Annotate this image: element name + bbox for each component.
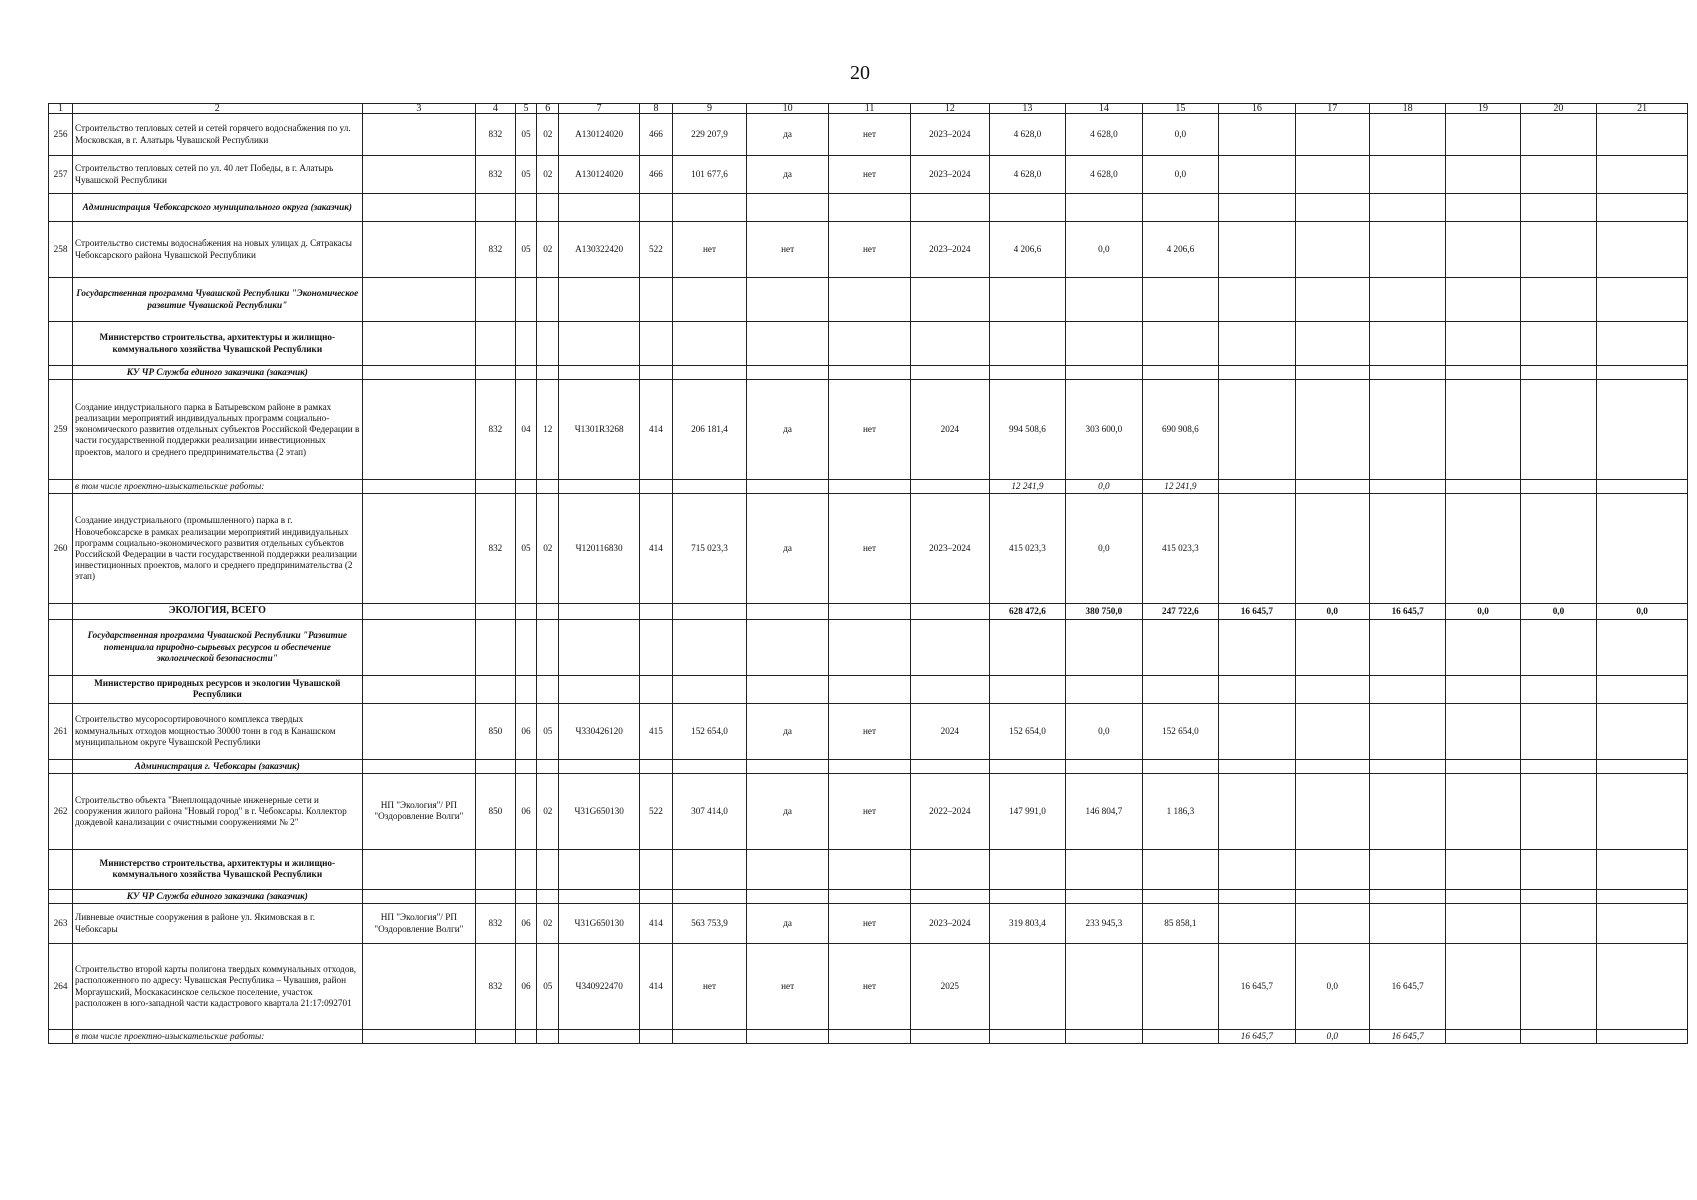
period-cell: 2023–2024 bbox=[911, 114, 990, 156]
project-cell bbox=[362, 222, 476, 278]
col15-cell: 690 908,6 bbox=[1142, 380, 1218, 480]
object-name: Ливневые очистные сооружения в районе ул. Якимовская в г. Чебоксары bbox=[73, 904, 363, 944]
object-name: Создание индустриального парка в Батыревском районе в рамках реализации мероприятий индивидуальных программ социально-экономического развития отдельных субъектов Российской Федерации в части государственной поддержки реализации инвестиционных проектов, малого и среднего предпринимательства (2 этап) bbox=[73, 380, 363, 480]
object-name: Строительство второй карты полигона твердых коммунальных отходов, расположенного по адресу: Чувашская Республика – Чувашия, район Моргаушский, Москакасинское сельское поселение, участок расположен в юго-западной части кадастрового квартала 21:17:092701 bbox=[73, 944, 363, 1030]
section-row bbox=[49, 278, 1688, 322]
col19-cell: 0,0 bbox=[1446, 604, 1520, 619]
col17-cell: 0,0 bbox=[1295, 604, 1369, 619]
design-works-label: в том числе проектно-изыскательские работы: bbox=[73, 1030, 363, 1044]
section-row bbox=[49, 619, 1688, 675]
col15-cell: 0,0 bbox=[1142, 156, 1218, 194]
column-number-row bbox=[49, 104, 1688, 114]
object-name: Строительство системы водоснабжения на новых улицах д. Сятракасы Чебоксарского района Чувашской Республики bbox=[73, 222, 363, 278]
object-name: Создание индустриального (промышленного) парка в г. Новочебоксарске в рамках реализации мероприятий индивидуальных программ социально-экономического развития отдельных субъектов Российской Федерации в части государственной поддержки реализации инвестиционных проектов, малого и среднего предпринимательства (2 этап) bbox=[73, 494, 363, 604]
col14-cell: 0,0 bbox=[1066, 222, 1142, 278]
col15-cell: 152 654,0 bbox=[1142, 703, 1218, 759]
section-row bbox=[49, 194, 1688, 222]
col13-cell: 4 206,6 bbox=[989, 222, 1065, 278]
csr-cell: Ч120116830 bbox=[559, 494, 640, 604]
col13-cell: 628 472,6 bbox=[989, 604, 1065, 619]
row-number: 264 bbox=[49, 944, 73, 1030]
col-header: 14 bbox=[1066, 104, 1142, 114]
csr-cell: Ч1301R3268 bbox=[559, 380, 640, 480]
rz-cell: 04 bbox=[515, 380, 537, 480]
grbs-cell: 850 bbox=[476, 703, 515, 759]
col13-cell: 147 991,0 bbox=[989, 773, 1065, 849]
section-row bbox=[49, 366, 1688, 380]
section-row bbox=[49, 322, 1688, 366]
table-row bbox=[49, 380, 1688, 480]
col18-cell: 16 645,7 bbox=[1369, 604, 1445, 619]
period-cell: 2025 bbox=[911, 944, 990, 1030]
customer-heading: КУ ЧР Служба единого заказчика (заказчик) bbox=[73, 366, 363, 380]
col16-cell: 16 645,7 bbox=[1219, 1030, 1295, 1044]
table-row bbox=[49, 494, 1688, 604]
period-cell: 2022–2024 bbox=[911, 773, 990, 849]
csr-cell: Ч330426120 bbox=[559, 703, 640, 759]
col15-cell: 247 722,6 bbox=[1142, 604, 1218, 619]
col11-cell: нет bbox=[829, 904, 911, 944]
col13-cell: 415 023,3 bbox=[989, 494, 1065, 604]
col10-cell: да bbox=[747, 380, 829, 480]
col11-cell: нет bbox=[829, 944, 911, 1030]
investment-objects-table bbox=[48, 103, 1688, 1044]
program-heading: Государственная программа Чувашской Республики "Экономическое развитие Чувашской Республики" bbox=[73, 278, 363, 322]
section-row bbox=[49, 759, 1688, 773]
program-heading: Государственная программа Чувашской Республики "Развитие потенциала природно-сырьевых ресурсов и обеспечение экологической безопасности" bbox=[73, 619, 363, 675]
customer-heading: Администрация г. Чебоксары (заказчик) bbox=[73, 759, 363, 773]
col10-cell: нет bbox=[747, 222, 829, 278]
col17-cell: 0,0 bbox=[1295, 944, 1369, 1030]
vr-cell: 414 bbox=[640, 944, 673, 1030]
pr-cell: 02 bbox=[537, 494, 559, 604]
period-cell: 2023–2024 bbox=[911, 222, 990, 278]
csr-cell: А130124020 bbox=[559, 114, 640, 156]
col14-cell: 4 628,0 bbox=[1066, 114, 1142, 156]
table-row bbox=[49, 156, 1688, 194]
period-cell: 2023–2024 bbox=[911, 494, 990, 604]
col-header: 17 bbox=[1295, 104, 1369, 114]
object-name: Строительство объекта "Внеплощадочные инженерные сети и сооружения жилого района "Новый город" в г. Чебоксары. Коллектор дождевой канализации с очистными сооружениями № 2" bbox=[73, 773, 363, 849]
col16-cell: 16 645,7 bbox=[1219, 944, 1295, 1030]
row-number: 257 bbox=[49, 156, 73, 194]
customer-heading: КУ ЧР Служба единого заказчика (заказчик) bbox=[73, 889, 363, 903]
col15-cell: 1 186,3 bbox=[1142, 773, 1218, 849]
col-header: 1 bbox=[49, 104, 73, 114]
customer-heading: Администрация Чебоксарского муниципального округа (заказчик) bbox=[73, 194, 363, 222]
ecology-total-label: ЭКОЛОГИЯ, ВСЕГО bbox=[73, 604, 363, 619]
col14-cell: 0,0 bbox=[1066, 480, 1142, 494]
subtotal-row bbox=[49, 480, 1688, 494]
col14-cell: 380 750,0 bbox=[1066, 604, 1142, 619]
col14-cell: 0,0 bbox=[1066, 703, 1142, 759]
vr-cell: 466 bbox=[640, 114, 673, 156]
project-cell bbox=[362, 380, 476, 480]
cost-cell: 715 023,3 bbox=[672, 494, 746, 604]
col11-cell: нет bbox=[829, 494, 911, 604]
object-name: Строительство тепловых сетей и сетей горячего водоснабжения по ул. Московская, в г. Алатырь Чувашской Республики bbox=[73, 114, 363, 156]
cost-cell: 152 654,0 bbox=[672, 703, 746, 759]
csr-cell: Ч31G650130 bbox=[559, 773, 640, 849]
grbs-cell: 832 bbox=[476, 904, 515, 944]
rz-cell: 06 bbox=[515, 904, 537, 944]
col14-cell: 0,0 bbox=[1066, 494, 1142, 604]
cost-cell: 229 207,9 bbox=[672, 114, 746, 156]
table-row bbox=[49, 904, 1688, 944]
project-cell bbox=[362, 494, 476, 604]
design-works-label: в том числе проектно-изыскательские работы: bbox=[73, 480, 363, 494]
col11-cell: нет bbox=[829, 114, 911, 156]
row-number: 260 bbox=[49, 494, 73, 604]
col-header: 16 bbox=[1219, 104, 1295, 114]
col14-cell: 146 804,7 bbox=[1066, 773, 1142, 849]
col10-cell: да bbox=[747, 156, 829, 194]
col13-cell: 152 654,0 bbox=[989, 703, 1065, 759]
col-header: 20 bbox=[1520, 104, 1596, 114]
col16-cell: 16 645,7 bbox=[1219, 604, 1295, 619]
row-number: 258 bbox=[49, 222, 73, 278]
ministry-heading: Министерство строительства, архитектуры и жилищно-коммунального хозяйства Чувашской Республики bbox=[73, 322, 363, 366]
col14-cell: 303 600,0 bbox=[1066, 380, 1142, 480]
pr-cell: 02 bbox=[537, 773, 559, 849]
vr-cell: 522 bbox=[640, 773, 673, 849]
grbs-cell: 850 bbox=[476, 773, 515, 849]
col11-cell: нет bbox=[829, 380, 911, 480]
section-row bbox=[49, 889, 1688, 903]
col17-cell: 0,0 bbox=[1295, 1030, 1369, 1044]
ministry-heading: Министерство строительства, архитектуры и жилищно-коммунального хозяйства Чувашской Республики bbox=[73, 849, 363, 889]
period-cell: 2024 bbox=[911, 380, 990, 480]
grbs-cell: 832 bbox=[476, 156, 515, 194]
csr-cell: А130124020 bbox=[559, 156, 640, 194]
col-header: 21 bbox=[1597, 104, 1688, 114]
col-header: 15 bbox=[1142, 104, 1218, 114]
vr-cell: 414 bbox=[640, 380, 673, 480]
object-name: Строительство мусоросортировочного комплекса твердых коммунальных отходов мощностью 30000 тонн в год в Канашском муниципальном округе Чувашской Республики bbox=[73, 703, 363, 759]
grbs-cell: 832 bbox=[476, 494, 515, 604]
col-header: 7 bbox=[559, 104, 640, 114]
rz-cell: 05 bbox=[515, 114, 537, 156]
col14-cell: 4 628,0 bbox=[1066, 156, 1142, 194]
cost-cell: 563 753,9 bbox=[672, 904, 746, 944]
pr-cell: 02 bbox=[537, 904, 559, 944]
row-number: 259 bbox=[49, 380, 73, 480]
col13-cell: 994 508,6 bbox=[989, 380, 1065, 480]
ministry-heading: Министерство природных ресурсов и экологии Чувашской Республики bbox=[73, 675, 363, 703]
col10-cell: да bbox=[747, 703, 829, 759]
row-number: 256 bbox=[49, 114, 73, 156]
project-cell bbox=[362, 156, 476, 194]
pr-cell: 05 bbox=[537, 944, 559, 1030]
row-number: 261 bbox=[49, 703, 73, 759]
col15-cell: 0,0 bbox=[1142, 114, 1218, 156]
col14-cell: 233 945,3 bbox=[1066, 904, 1142, 944]
pr-cell: 02 bbox=[537, 222, 559, 278]
vr-cell: 522 bbox=[640, 222, 673, 278]
col13-cell: 4 628,0 bbox=[989, 156, 1065, 194]
col-header: 19 bbox=[1446, 104, 1520, 114]
cost-cell: нет bbox=[672, 222, 746, 278]
vr-cell: 415 bbox=[640, 703, 673, 759]
col-header: 2 bbox=[73, 104, 363, 114]
pr-cell: 12 bbox=[537, 380, 559, 480]
period-cell: 2024 bbox=[911, 703, 990, 759]
project-cell bbox=[362, 703, 476, 759]
col10-cell: да bbox=[747, 904, 829, 944]
cost-cell: 206 181,4 bbox=[672, 380, 746, 480]
project-cell: НП "Экология"/ РП "Оздоровление Волги" bbox=[362, 773, 476, 849]
period-cell: 2023–2024 bbox=[911, 156, 990, 194]
rz-cell: 06 bbox=[515, 944, 537, 1030]
project-cell bbox=[362, 114, 476, 156]
col11-cell: нет bbox=[829, 222, 911, 278]
object-name: Строительство тепловых сетей по ул. 40 лет Победы, в г. Алатырь Чувашской Республики bbox=[73, 156, 363, 194]
rz-cell: 05 bbox=[515, 494, 537, 604]
table-row bbox=[49, 114, 1688, 156]
cost-cell: 101 677,6 bbox=[672, 156, 746, 194]
page-number: 20 bbox=[850, 62, 870, 84]
section-row bbox=[49, 849, 1688, 889]
col10-cell: да bbox=[747, 494, 829, 604]
col11-cell: нет bbox=[829, 703, 911, 759]
project-cell bbox=[362, 944, 476, 1030]
period-cell: 2023–2024 bbox=[911, 904, 990, 944]
pr-cell: 02 bbox=[537, 114, 559, 156]
col10-cell: да bbox=[747, 773, 829, 849]
col18-cell: 16 645,7 bbox=[1369, 1030, 1445, 1044]
row-number: 262 bbox=[49, 773, 73, 849]
project-cell: НП "Экология"/ РП "Оздоровление Волги" bbox=[362, 904, 476, 944]
csr-cell: Ч340922470 bbox=[559, 944, 640, 1030]
col-header: 13 bbox=[989, 104, 1065, 114]
rz-cell: 05 bbox=[515, 156, 537, 194]
vr-cell: 414 bbox=[640, 494, 673, 604]
col-header: 6 bbox=[537, 104, 559, 114]
col20-cell: 0,0 bbox=[1520, 604, 1596, 619]
col-header: 9 bbox=[672, 104, 746, 114]
cost-cell: нет bbox=[672, 944, 746, 1030]
rz-cell: 06 bbox=[515, 773, 537, 849]
col15-cell: 415 023,3 bbox=[1142, 494, 1218, 604]
row-number: 263 bbox=[49, 904, 73, 944]
grbs-cell: 832 bbox=[476, 380, 515, 480]
col-header: 18 bbox=[1369, 104, 1445, 114]
rz-cell: 05 bbox=[515, 222, 537, 278]
col15-cell: 12 241,9 bbox=[1142, 480, 1218, 494]
total-row bbox=[49, 604, 1688, 619]
grbs-cell: 832 bbox=[476, 114, 515, 156]
col13-cell: 319 803,4 bbox=[989, 904, 1065, 944]
col21-cell: 0,0 bbox=[1597, 604, 1688, 619]
rz-cell: 06 bbox=[515, 703, 537, 759]
col-header: 11 bbox=[829, 104, 911, 114]
grbs-cell: 832 bbox=[476, 944, 515, 1030]
col15-cell: 85 858,1 bbox=[1142, 904, 1218, 944]
col-header: 3 bbox=[362, 104, 476, 114]
section-row bbox=[49, 675, 1688, 703]
table-row bbox=[49, 703, 1688, 759]
pr-cell: 02 bbox=[537, 156, 559, 194]
table-row bbox=[49, 773, 1688, 849]
pr-cell: 05 bbox=[537, 703, 559, 759]
col-header: 10 bbox=[747, 104, 829, 114]
col18-cell: 16 645,7 bbox=[1369, 944, 1445, 1030]
table-row bbox=[49, 222, 1688, 278]
grbs-cell: 832 bbox=[476, 222, 515, 278]
cost-cell: 307 414,0 bbox=[672, 773, 746, 849]
col15-cell: 4 206,6 bbox=[1142, 222, 1218, 278]
col13-cell: 4 628,0 bbox=[989, 114, 1065, 156]
csr-cell: А130322420 bbox=[559, 222, 640, 278]
subtotal-row bbox=[49, 1030, 1688, 1044]
csr-cell: Ч31G650130 bbox=[559, 904, 640, 944]
col10-cell: нет bbox=[747, 944, 829, 1030]
col11-cell: нет bbox=[829, 773, 911, 849]
col-header: 4 bbox=[476, 104, 515, 114]
col-header: 12 bbox=[911, 104, 990, 114]
col-header: 5 bbox=[515, 104, 537, 114]
vr-cell: 466 bbox=[640, 156, 673, 194]
col10-cell: да bbox=[747, 114, 829, 156]
col13-cell: 12 241,9 bbox=[989, 480, 1065, 494]
col-header: 8 bbox=[640, 104, 673, 114]
vr-cell: 414 bbox=[640, 904, 673, 944]
table-row bbox=[49, 944, 1688, 1030]
col11-cell: нет bbox=[829, 156, 911, 194]
